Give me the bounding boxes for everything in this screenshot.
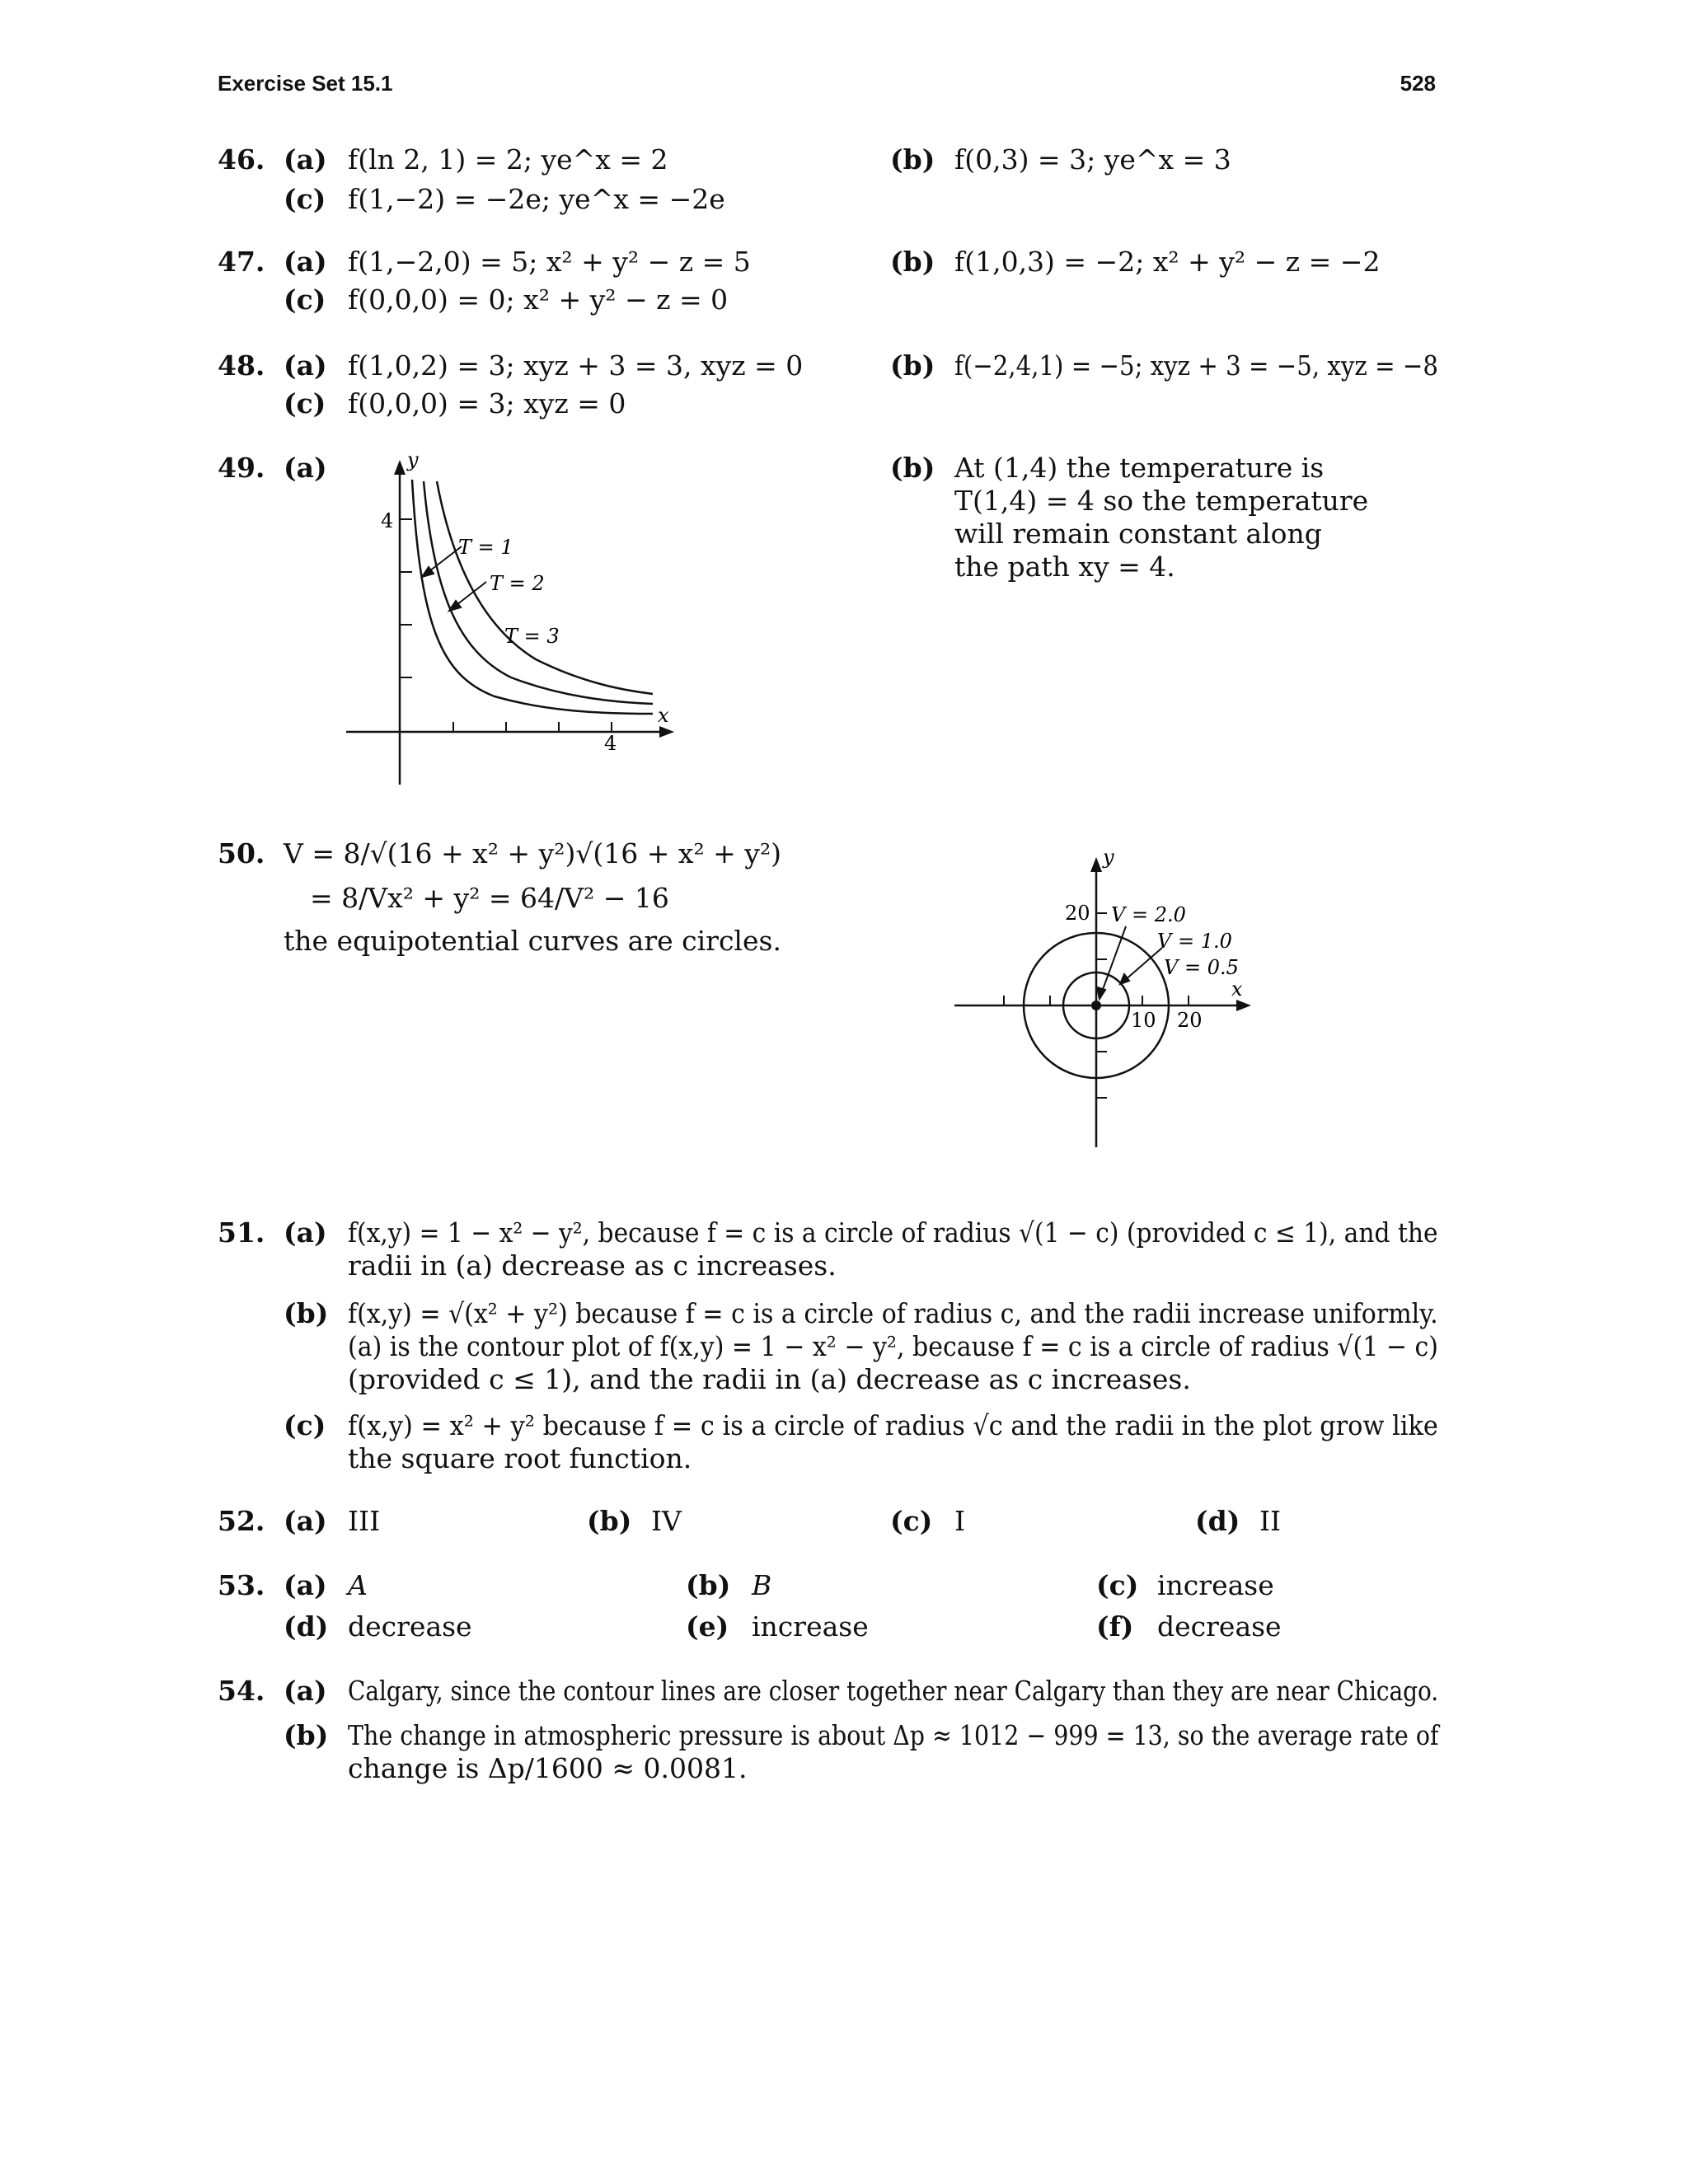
answer-text: f(1,0,3) = −2; x² + y² − z = −2 [954, 246, 1381, 278]
part-label: (b) [890, 452, 935, 484]
answer-text: f(1,−2) = −2e; ye^x = −2e [348, 183, 725, 215]
page-number: 528 [1400, 71, 1436, 96]
part-label: (c) [1096, 1569, 1139, 1601]
answer-text: II [1259, 1505, 1282, 1537]
part-label: (b) [284, 1719, 329, 1751]
part-label: (a) [284, 1675, 327, 1707]
problem-number: 53. [218, 1569, 265, 1601]
part-label: (c) [284, 284, 326, 316]
answer-line: change is Δp/1600 ≈ 0.0081. [348, 1752, 748, 1784]
part-label: (b) [890, 246, 935, 278]
problem-number: 50. [218, 837, 265, 869]
answer-line: f(x,y) = 1 − x² − y², because f = c is a circle of radius √(1 − c) (provided c ≤ 1), and the [348, 1216, 1438, 1249]
y-tick-label: 20 [1065, 902, 1090, 925]
curve-label-v2: V = 2.0 [1111, 903, 1186, 926]
answer-line: The change in atmospheric pressure is about Δp ≈ 1012 − 999 = 13, so the average rate of [348, 1719, 1439, 1751]
isotherm-graph [338, 445, 684, 791]
part-label: (b) [587, 1505, 632, 1537]
part-label: (c) [890, 1505, 933, 1537]
x-tick-label: 20 [1177, 1009, 1203, 1032]
x-axis-label: x [658, 704, 669, 727]
answer-line: f(x,y) = x² + y² because f = c is a circle of radius √c and the radii in the plot grow like [348, 1409, 1438, 1441]
answer-line: the path xy = 4. [954, 551, 1175, 583]
answer-text: IV [651, 1505, 682, 1537]
y-axis-label: y [407, 448, 419, 471]
center-point [1091, 1001, 1101, 1010]
part-label: (d) [1195, 1505, 1240, 1537]
answer-text: decrease [1157, 1610, 1282, 1643]
answer-line: f(x,y) = √(x² + y²) because f = c is a circle of radius c, and the radii increase uniformly. [348, 1297, 1438, 1329]
curve-label-v1: V = 1.0 [1157, 930, 1232, 953]
curve-label-t3: T = 3 [504, 625, 560, 648]
answer-line: At (1,4) the temperature is [954, 452, 1325, 484]
equation-line: = 8/Vx² + y² = 64/V² − 16 [310, 882, 669, 914]
problem-number: 51. [218, 1216, 265, 1249]
answer-text: A [348, 1569, 368, 1601]
y-axis-arrow [394, 460, 406, 475]
answer-line: (a) is the contour plot of f(x,y) = 1 − x² − y², because f = c is a circle of radius √(1 − c) [348, 1330, 1439, 1362]
arrowhead [1097, 987, 1105, 999]
answer-text: f(1,0,2) = 3; xyz + 3 = 3, xyz = 0 [348, 349, 804, 382]
answer-text: increase [752, 1610, 869, 1643]
x-axis-label: x [1231, 977, 1243, 1001]
part-label: (a) [284, 349, 327, 382]
part-label: (a) [284, 143, 327, 176]
equipotential-graph [948, 845, 1261, 1158]
arrowhead [1120, 974, 1129, 984]
answer-text: f(0,3) = 3; ye^x = 3 [954, 143, 1231, 176]
isotherm-curve-t3 [437, 481, 653, 694]
x-tick-label: 4 [604, 732, 617, 755]
answer-text: f(0,0,0) = 0; x² + y² − z = 0 [348, 284, 729, 316]
part-label: (a) [284, 1569, 327, 1601]
x-axis-arrow [659, 726, 674, 738]
answer-text: I [954, 1505, 966, 1537]
curve-label-t2: T = 2 [490, 572, 545, 595]
answer-text: III [348, 1505, 381, 1537]
equation-line: V = 8/√(16 + x² + y²)√(16 + x² + y²) [284, 837, 782, 869]
part-label: (b) [284, 1297, 329, 1329]
y-axis-label: y [1103, 846, 1114, 869]
answer-text: f(−2,4,1) = −5; xyz + 3 = −5, xyz = −8 [954, 349, 1438, 382]
part-label: (e) [686, 1610, 729, 1643]
answer-text: increase [1157, 1569, 1274, 1601]
part-label: (a) [284, 1216, 327, 1249]
part-label: (a) [284, 246, 327, 278]
curve-label-v05: V = 0.5 [1164, 956, 1239, 979]
x-axis-arrow [1236, 1000, 1251, 1011]
part-label: (b) [890, 349, 935, 382]
problem-number: 46. [218, 143, 265, 176]
y-axis-arrow [1090, 857, 1102, 872]
answer-text: f(ln 2, 1) = 2; ye^x = 2 [348, 143, 668, 176]
part-label: (b) [686, 1569, 731, 1601]
answer-line: the equipotential curves are circles. [284, 925, 781, 957]
answer-text: B [752, 1569, 772, 1601]
answer-text: decrease [348, 1610, 472, 1643]
answer-line: radii in (a) decrease as c increases. [348, 1249, 837, 1282]
section-title: Exercise Set 15.1 [218, 71, 393, 96]
answer-text: f(0,0,0) = 3; xyz = 0 [348, 387, 626, 419]
problem-number: 47. [218, 246, 265, 278]
y-tick-label: 4 [381, 509, 394, 532]
curve-label-t1: T = 1 [458, 536, 513, 559]
answer-text: Calgary, since the contour lines are closer together near Calgary than they are near Chicago. [348, 1675, 1439, 1707]
part-label: (c) [284, 183, 326, 215]
part-label: (d) [284, 1610, 329, 1643]
answer-line: T(1,4) = 4 so the temperature [954, 485, 1369, 517]
part-label: (b) [890, 143, 935, 176]
x-tick-label: 10 [1131, 1009, 1156, 1032]
part-label: (f) [1096, 1610, 1134, 1643]
answer-line: will remain constant along [954, 518, 1322, 550]
part-label: (c) [284, 1409, 326, 1441]
answer-line: (provided c ≤ 1), and the radii in (a) decrease as c increases. [348, 1363, 1191, 1395]
problem-number: 52. [218, 1505, 265, 1537]
problem-number: 54. [218, 1675, 265, 1707]
part-label: (a) [284, 452, 327, 484]
problem-number: 49. [218, 452, 265, 484]
part-label: (a) [284, 1505, 327, 1537]
problem-number: 48. [218, 349, 265, 382]
isotherm-curve-t1 [412, 480, 653, 714]
answer-line: the square root function. [348, 1442, 692, 1474]
part-label: (c) [284, 387, 326, 419]
answer-text: f(1,−2,0) = 5; x² + y² − z = 5 [348, 246, 751, 278]
